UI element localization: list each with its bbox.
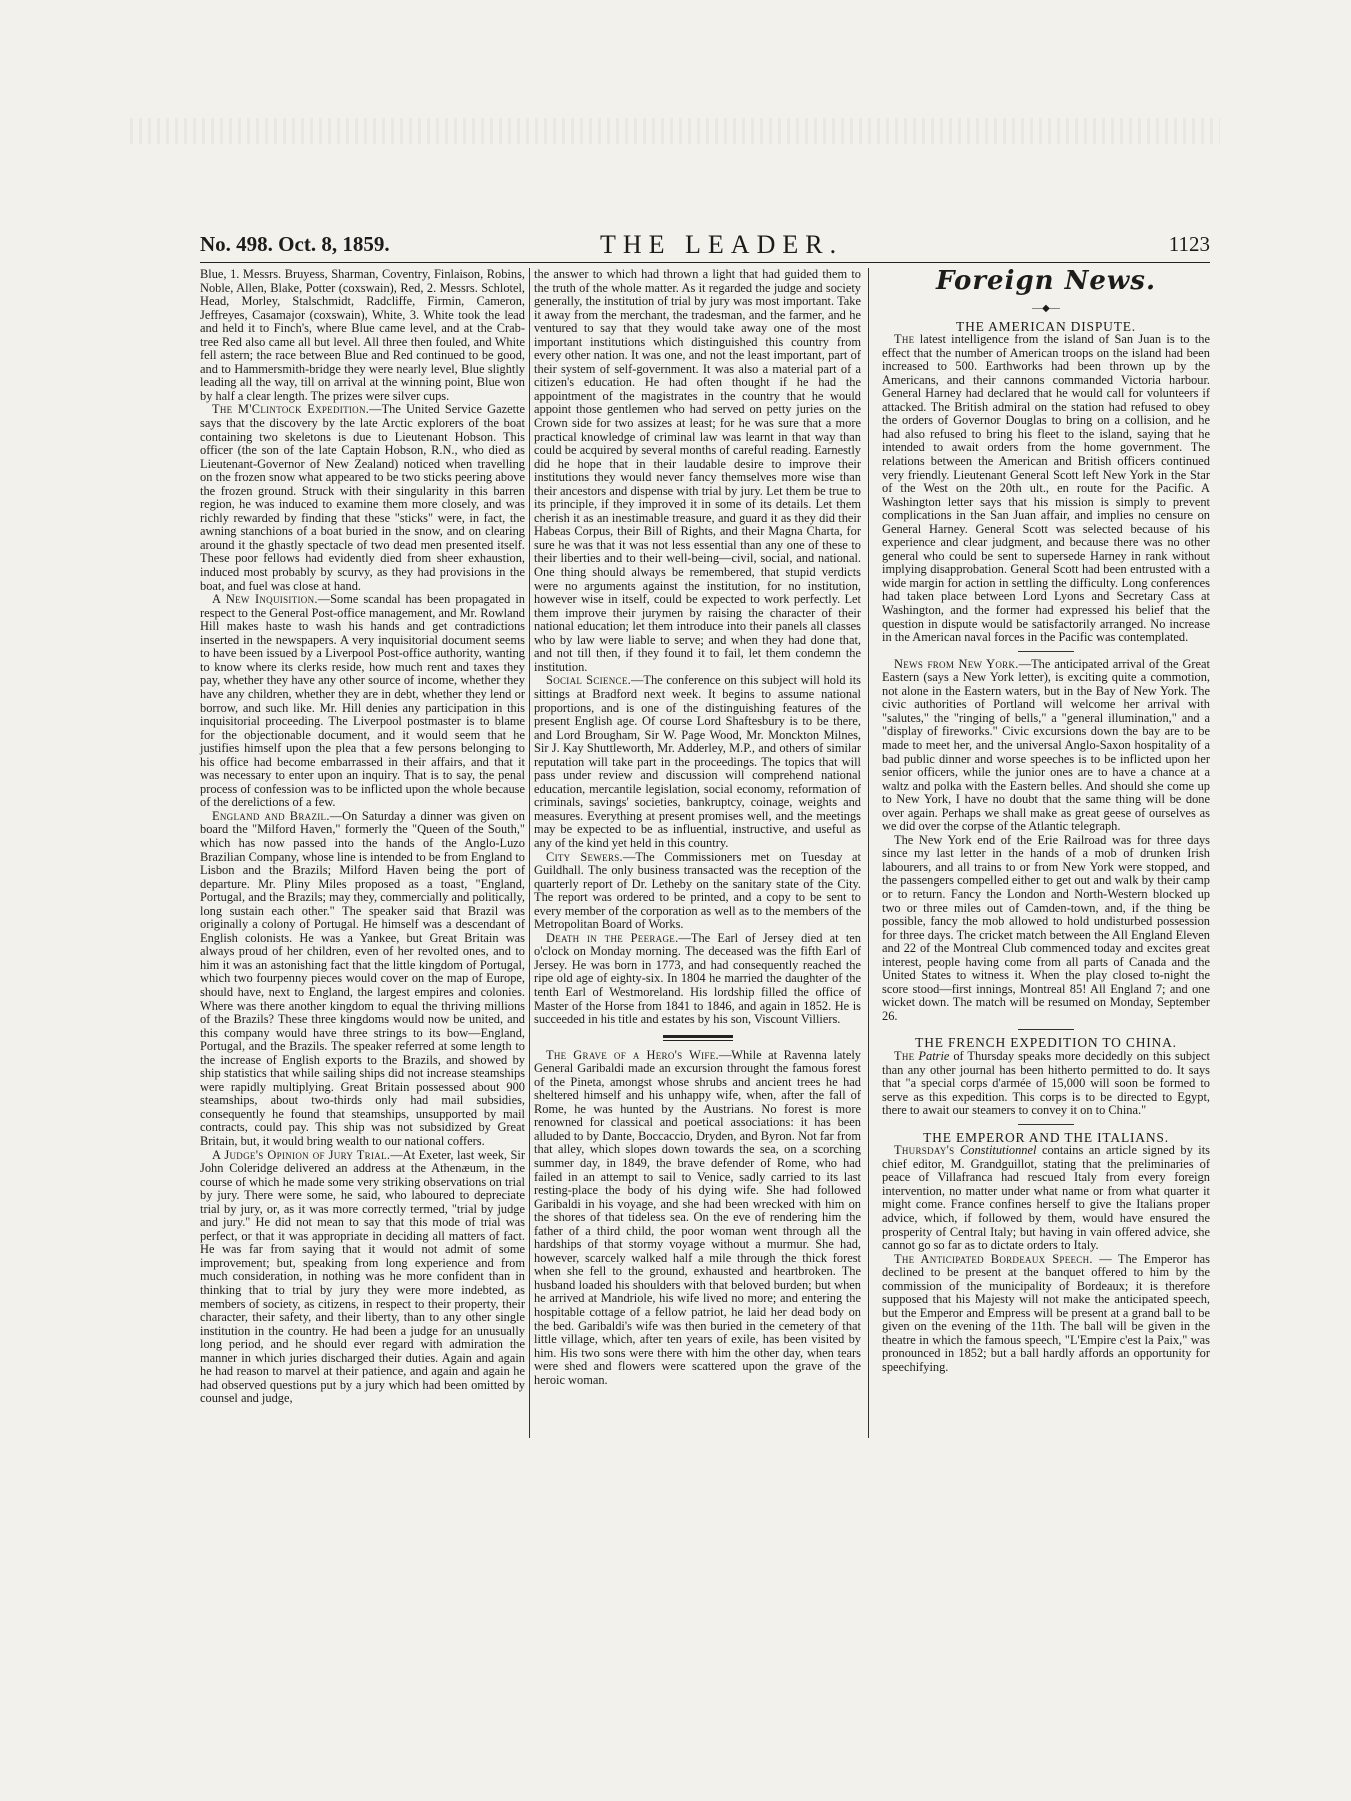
headline-american-dispute: THE AMERICAN DISPUTE.: [956, 318, 1136, 334]
page-number: 1123: [1168, 232, 1210, 256]
ornament-divider: —◆—: [1032, 303, 1060, 314]
boat-race-continuation: Blue, 1. Messrs. Bruyess, Sharman, Coventry, Finlaison, Robins, Noble, Allen, Blake, Potter (coxswain), Red, 2. Messrs. Schlotel, Head, Morley, Stalschmidt, Radcliffe, Firmin, Cameron, Jeffreyes, Casamajor (coxswain), White, 3. White took the lead and held it to Finch's, where Blue came level, and at the Crab-tree Red also came all but level. All three then fouled, and White fell astern; the race between Blue and Red continued to be good, and to Hammersmith-bridge they were nearly level, Blue slightly leading all the way, till on arrival at the winning point, Blue won by half a clear length. The prizes were silver cups.: [200, 267, 525, 403]
issue-number-date: No. 498. Oct. 8, 1859.: [200, 232, 390, 256]
article-french-expedition: The Patrie of Thursday speaks more decidedly on this subject than any other journal has been hitherto permitted to do. It says that "a special corps d'armée of 15,000 will soon be formed to serve as this expedition. This corps is to be directed to Egypt, there to await our steamers to convey it on to China.": [882, 1048, 1210, 1118]
article-death-peerage: Death in the Peerage.—The Earl of Jersey died at ten o'clock on Monday morning. The deceased was the fifth Earl of Jersey. He was born in 1773, and had consequently reached the ripe old age of eighty-six. In 1804 he married the daughter of the tenth Earl of Westmoreland. His lordship filled the office of Master of the Horse from 1841 to 1846, and again in 1852. He is succeeded in his title and estates by his son, Viscount Villiers.: [534, 930, 861, 1027]
article-american-dispute: The latest intelligence from the island of San Juan is to the effect that the number of American troops on the island had been increased to 500. Earthworks had been thrown up by the Americans, and their cannons commanded Victoria harbour. General Harney had declared that he would call for volunteers if attacked. The British admiral on the station had refused to obey the orders of Governor Douglas to bring on a collision, and he had also refused to bring his fleet to the island, saying that he intended to await orders from the home government. The relations between the American and British officers continued very friendly. Lieutenant General Scott left New York in the Star of the West on the 20th ult., en route for the Pacific. A Washington letter says that his mission is simply to prevent complications in the San Juan affair, and implies no censure on General Harney. General Scott was selected because of his experience and clear judgment, and because there was no other general who could be sent to supersede Harney in rank without implying disapprobation. General Scott had been entrusted with a wide margin for action in settling the difficulty. Long conferences had taken place between Lord Lyons and Secretary Cass at Washington, and the former had expressed his belief that the question in dispute would be satisfactorily arranged. No increase in the American naval forces in the Pacific was contemplated.: [882, 332, 1210, 645]
column-2: [534, 268, 861, 1387]
section-title-foreign-news: Foreign News.: [935, 266, 1156, 296]
section-rule: [663, 1035, 733, 1041]
article-news-new-york: News from New York.—The anticipated arrival of the Great Eastern (says a New York letter), is exciting quite a commotion, not alone in the Eastern waters, but in the Bay of New York. The civic authorities of Portland will welcome her arrival with "salutes," the "ringing of bells," a "general illumination," and a "display of fireworks." Civic excursions down the bay are to be made to meet her, and the universal Anglo-Saxon hospitality of a bad public dinner and worse speeches is to be inflicted upon her senior officers, while the junior ones are to have a chance at a waltz and polka with the Eastern belles. And should she come up to New York, I have no doubt that the same thing will be done over again. Perhaps we shall make as great geese of ourselves as we did over the corpse of the Atlantic telegraph.: [882, 656, 1210, 834]
newspaper-title: THE LEADER.: [600, 230, 844, 259]
article-judge-opinion: A Judge's Opinion of Jury Trial.—At Exeter, last week, Sir John Coleridge delivered an address at the Athenæum, in the course of which he made some very striking observations on trial by jury. There were some, he said, who laboured to depreciate trial by jury, or, as it was more correctly termed, "trial by judge and jury." He did not mean to say that this mode of trial was perfect, or that it was appropriate in deciding all matters of fact. He was far from saying that it would not admit of some improvement; but, speaking from long experience and from much consideration, in nothing was he more confident than in thinking that to trial by jury they were more indebted, as members of society, as citizens, in respect to their property, their character, their safety, and their liberty, than to any other single institution in the country. He had been a judge for an unusually long period, and he should ever regard with admiration the manner in which juries discharged their duties. Again and again he had reason to marvel at their patience, and again and again he had observed questions put by a jury which had been omitted by counsel and judge,: [200, 1147, 525, 1406]
headline-french-expedition: THE FRENCH EXPEDITION TO CHINA.: [915, 1035, 1177, 1051]
column-3: [882, 268, 1210, 1375]
article-grave-hero-wife: The Grave of a Hero's Wife.—While at Ravenna lately General Garibaldi made an excursion throught the famous forest of the Pineta, amongst whose shrubs and ancient trees he had sheltered himself and his unhappy wife, when, after the fall of Rome, he was hunted by the Austrians. No forest is more renowned for classical and poetical associations: it has been alluded to by Dante, Boccaccio, Dryden, and Byron. Not far from that alley, which slopes down towards the sea, on a scorching summer day, in 1849, the brave defender of Rome, who had failed in an attempt to sail to Venice, sadly carried to its last resting-place the body of his dying wife. She had followed Garibaldi in his voyage, and she had been wrecked with him on the shores of that tideless sea. On the eve of rendering him the father of a third child, the poor woman went through all the hardships of that stormy voyage without a murmur. She had, however, scarcely walked half a mile through the thick forest when she fell to the ground, exhausted and heartbroken. The husband loaded his shoulders with that beloved burden; but when he arrived at Mandriole, his wife lived no more; and entering the hospitable cottage of a fellow patriot, he laid her dead body on the bed. Garibaldi's wife was then buried in the cemetery of that little village, which, after ten years of exile, has been visited by him. His two sons were there with him the other day, when tears were shed and flowers were scattered upon the grave of the heroic woman.: [534, 1047, 861, 1387]
article-mclintock: The M'Clintock Expedition.—The United Service Gazette says that the discovery by the late Arctic explorers of the boat containing two skeletons is due to Lieutenant Hobson. This officer (the son of the late Captain Hobson, R.N., who died as Lieutenant-Governor of New Zealand) noticed when travelling on the frozen snow what appeared to be two sticks peering above the frozen ground. Struck with their singularity in this barren region, he was induced to examine them more closely, and was richly rewarded by finding that these "sticks" were, in fact, the awning stanchions of a boat buried in the snow, and on clearing around it the ghastly spectacle of two dead men presented itself. These poor fellows had evidently died from sheer exhaustion, induced most probably by scurvy, as they had provisions in the boat, and fuel was close at hand.: [200, 402, 525, 593]
article-city-sewers: City Sewers.—The Commissioners met on Tuesday at Guildhall. The only business transacted was the reception of the quarterly report of Dr. Letheby on the sanitary state of the City. The report was ordered to be printed, and a copy to be sent to every member of the corporation as well as to the members of the Metropolitan Board of Works.: [534, 849, 861, 932]
masthead-rule: [200, 262, 1210, 263]
column-divider: [529, 268, 530, 1438]
article-england-brazil: England and Brazil.—On Saturday a dinner was given on board the "Milford Haven," formerly the "Queen of the South," which has now passed into the hands of the Anglo-Luzo Brazilian Company, whose line is intended to be from England to Lisbon and the Brazils; Milford Haven being the port of departure. Mr. Pliny Miles proposed as a toast, "England, Portugal, and the Brazils; may they, commercially and politically, long sustain each other." The speaker said that Brazil was originally a colony of Portugal. He himself was a descendant of English colonists. He was a Yankee, but Great Britain was always proud of her children, even of her revolted ones, and to him it was an astonishing fact that the little kingdom of Portugal, which two fourpenny pieces would cover on the map of Europe, should have, next to England, the largest empires and colonies. Where was there another kingdom to equal the thriving millions of the Brazils? These three kingdoms would now be united, and this company would have three strings to its bow—England, Portugal, and the Brazils. The speaker referred at some length to the increase of English exports to the Brazils, and showed by ship statistics that while sailing ships did not increase steamships were rapidly multiplying. Great Britain possessed about 900 steamships, about two-thirds only had mail subsidies, consequently he found that steamships, unsupported by mail contracts, could pay. This ship was not subsidized by Great Britain, but, it would bring wealth to our national coffers.: [200, 808, 525, 1148]
headline-emperor-italians: THE EMPEROR AND THE ITALIANS.: [923, 1129, 1169, 1145]
article-new-inquisition: A New Inquisition.—Some scandal has been propagated in respect to the General Post-office management, and Mr. Rowland Hill makes haste to wash his hands and get contradictions inserted in the newspapers. A very inquisitorial document seems to have been issued by a Liverpool Post-office authority, wanting to know where its clerks reside, how much rent and taxes they pay, whether they have any other source of income, whether they have any children, whether they are in debt, whether they lend or borrow, and such like. Mr. Hill denies any participation in this inquisitorial proceeding. The Liverpool postmaster is to blame for the objectionable document, and it would seem that he justifies himself upon the plea that a few persons belonging to his office had become embarrassed in their affairs, and that it was necessary to enter upon an inquiry. That is to say, the penal process of confession was to be inflicted upon the whole because of the derelictions of a few.: [200, 592, 525, 810]
article-erie-railroad: The New York end of the Erie Railroad was for three days since my last letter in the hands of a mob of drunken Irish labourers, and all trains to or from New York were stopped, and the passengers compelled either to get out and walk by their camp or to return. Fancy the London and North-Western blocked up two or three miles out of Camden-town, and, if the thing be possible, fancy the mob allowed to hold undisturbed possession for three days. The cricket match between the All England Eleven and 22 of the Montreal Club commenced today and excites great interest, people having come from all parts of Canada and the United States to witness it. When the play closed to-night the score stood—first innings, Montreal 85! All England 7; and one wicket down. The match will be resumed on Monday, September 26.: [882, 832, 1210, 1023]
masthead: [200, 232, 1210, 258]
judge-opinion-continuation: the answer to which had thrown a light that had guided them to the truth of the whole matter. As it regarded the judge and society generally, the institution of trial by jury was most important. Take it away from the merchant, the tradesman, and the farmer, and he ventured to say that they would take away one of the most important institutions which distinguished this country from every other nation. It was one, and not the least important, part of their system of self-government. It was also a material part of a citizen's education. He had often thought if he had the appointment of the magistrates in the country that he would appoint those gentlemen who had served on petty juries on the Crown side for two assizes at least; for he was sure that a more practical knowledge of criminal law was learnt in that way than could be acquired by several months of careful reading. Earnestly did he hope that in their laudable desire to improve their institutions they would never fancy themselves more wise than their ancestors and dispense with trial by jury. Let them be true to its principle, if they improved it in some of its details. Let them cherish it as an inestimable treasure, and guard it as they did their Habeas Corpus, their Bill of Rights, and their Magna Charta, for sure he was that it was not less essential than any one of these to their liberties and to their well-being—civil, social, and national. One thing should always be remembered, that stupid verdicts were no arguments against the institution, for no institution, however wise in itself, could be expected to work perfectly. Let them improve their jurymen by raising the character of their national education; let them introduce into their panels all classes who by law were liable to serve; and when they had done that, and not till then, if they found it to fail, let them condemn the institution.: [534, 267, 861, 674]
article-bordeaux-speech: The Anticipated Bordeaux Speech. — The Emperor has declined to be present at the banquet offered to him by the commission of the municipality of Bordeaux; it is therefore supposed that his Majesty will not make the anticipated speech, but the Emperor and Empress will be present at a grand ball to be given on the evening of the 11th. The ball will be given in the theatre in which the famous speech, "L'Empire c'est la Paix," was pronounced in 1852; but a ball hardly affords an opportunity for speechifying.: [882, 1251, 1211, 1375]
article-social-science: Social Science.—The conference on this subject will hold its sittings at Bradford next week. It begins to assume national proportions, and is one of the distinguishing features of the present English age. Of course Lord Shaftesbury is to be there, and Lord Brougham, Sir W. Page Wood, Mr. Monckton Milnes, Sir J. Kay Shuttleworth, Mr. Adderley, M.P., and others of similar reputation will take part in the proceedings. The topics that will pass under review and discussion will comprehend national education, mercantile legislation, social economy, reformation of criminals, savings' societies, bankruptcy, coinage, weights and measures. Everything at present promises well, and the meetings may be expected to be as influential, instructive, and useful as any of the kind yet held in this country.: [534, 673, 861, 850]
scan-noise-band: [130, 118, 1220, 144]
article-separator: [1018, 651, 1074, 652]
column-1: [200, 268, 525, 1406]
article-separator: [1018, 1124, 1074, 1125]
article-emperor-italians: Thursday's Constitutionnel contains an article signed by its chief editor, M. Grandguillot, stating that the preliminaries of peace of Villafranca had rescued Italy from every foreign intervention, no matter under what name or from what quarter it might come. France confines herself to give the Italians proper advice, which, if followed by them, would have ensured the prosperity of Central Italy; but having in vain offered advice, she cannot go so far as to dictate orders to Italy.: [882, 1143, 1210, 1253]
article-separator: [1018, 1029, 1074, 1030]
column-divider: [868, 268, 869, 1438]
